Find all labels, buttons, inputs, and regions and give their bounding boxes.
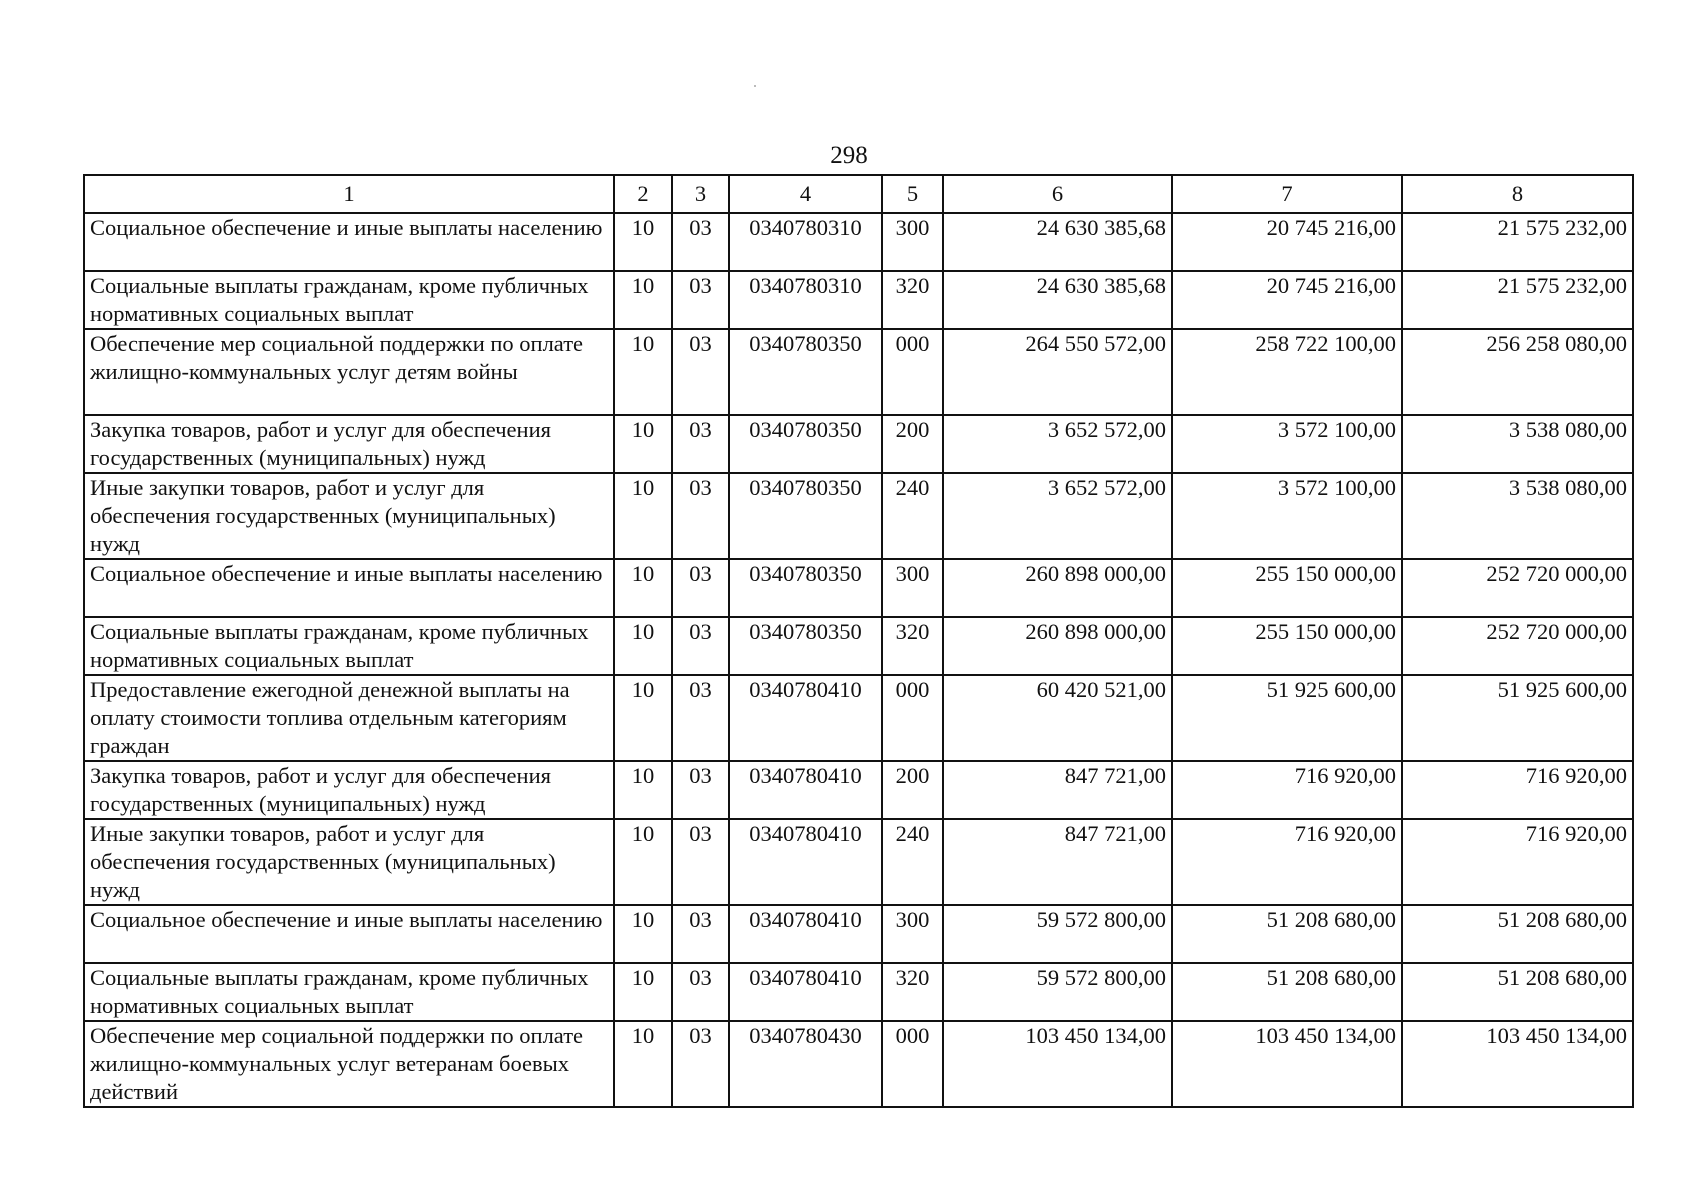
amount-col7: 258 722 100,00 [1172,329,1402,415]
header-row [84,175,1633,213]
row-name: Обеспечение мер социальной поддержки по оплате жилищно-коммунальных услуг детям войны [84,329,614,415]
section-code: 10 [614,1021,672,1107]
budget-table [83,174,1634,1108]
amount-col7: 716 920,00 [1172,761,1402,819]
target-article-code: 0340780410 [729,819,882,905]
subsection-code: 03 [672,675,729,761]
table-row [84,473,1633,559]
column-header: 8 [1402,175,1633,213]
expense-type-code: 300 [882,559,943,617]
row-name: Социальные выплаты гражданам, кроме публичных нормативных социальных выплат [84,617,614,675]
expense-type-code: 300 [882,213,943,271]
amount-col7: 255 150 000,00 [1172,559,1402,617]
amount-col6: 260 898 000,00 [943,559,1172,617]
amount-col6: 3 652 572,00 [943,473,1172,559]
section-code: 10 [614,963,672,1021]
section-code: 10 [614,415,672,473]
page-number: 298 [830,142,868,169]
table-row [84,213,1633,271]
section-code: 10 [614,819,672,905]
expense-type-code: 320 [882,963,943,1021]
amount-col6: 59 572 800,00 [943,905,1172,963]
amount-col8: 252 720 000,00 [1402,617,1633,675]
subsection-code: 03 [672,1021,729,1107]
target-article-code: 0340780310 [729,271,882,329]
subsection-code: 03 [672,819,729,905]
table-row [84,963,1633,1021]
column-header: 2 [614,175,672,213]
table-row [84,819,1633,905]
row-name: Обеспечение мер социальной поддержки по оплате жилищно-коммунальных услуг ветеранам боевых действий [84,1021,614,1107]
section-code: 10 [614,559,672,617]
amount-col6: 260 898 000,00 [943,617,1172,675]
row-name: Социальное обеспечение и иные выплаты населению [84,559,614,617]
amount-col6: 24 630 385,68 [943,271,1172,329]
target-article-code: 0340780350 [729,329,882,415]
table-row [84,617,1633,675]
amount-col7: 103 450 134,00 [1172,1021,1402,1107]
target-article-code: 0340780350 [729,617,882,675]
expense-type-code: 200 [882,415,943,473]
section-code: 10 [614,761,672,819]
amount-col6: 59 572 800,00 [943,963,1172,1021]
subsection-code: 03 [672,963,729,1021]
section-code: 10 [614,905,672,963]
amount-col8: 51 925 600,00 [1402,675,1633,761]
table-row [84,329,1633,415]
amount-col8: 252 720 000,00 [1402,559,1633,617]
subsection-code: 03 [672,761,729,819]
expense-type-code: 200 [882,761,943,819]
column-header: 1 [84,175,614,213]
target-article-code: 0340780310 [729,213,882,271]
amount-col8: 3 538 080,00 [1402,473,1633,559]
row-name: Иные закупки товаров, работ и услуг для обеспечения государственных (муниципальных) нужд [84,819,614,905]
amount-col8: 21 575 232,00 [1402,213,1633,271]
column-header: 7 [1172,175,1402,213]
section-code: 10 [614,213,672,271]
table-row [84,761,1633,819]
subsection-code: 03 [672,213,729,271]
target-article-code: 0340780350 [729,559,882,617]
amount-col6: 264 550 572,00 [943,329,1172,415]
amount-col7: 20 745 216,00 [1172,271,1402,329]
row-name: Социальное обеспечение и иные выплаты населению [84,213,614,271]
subsection-code: 03 [672,271,729,329]
expense-type-code: 000 [882,1021,943,1107]
row-name: Закупка товаров, работ и услуг для обеспечения государственных (муниципальных) нужд [84,415,614,473]
table-row [84,905,1633,963]
target-article-code: 0340780410 [729,905,882,963]
subsection-code: 03 [672,415,729,473]
column-header: 5 [882,175,943,213]
amount-col8: 51 208 680,00 [1402,963,1633,1021]
target-article-code: 0340780350 [729,473,882,559]
column-header: 6 [943,175,1172,213]
amount-col7: 51 208 680,00 [1172,963,1402,1021]
amount-col8: 21 575 232,00 [1402,271,1633,329]
amount-col7: 51 925 600,00 [1172,675,1402,761]
amount-col6: 847 721,00 [943,761,1172,819]
amount-col7: 3 572 100,00 [1172,473,1402,559]
amount-col7: 51 208 680,00 [1172,905,1402,963]
row-name: Иные закупки товаров, работ и услуг для обеспечения государственных (муниципальных) нужд [84,473,614,559]
expense-type-code: 320 [882,271,943,329]
section-code: 10 [614,271,672,329]
section-code: 10 [614,473,672,559]
table-row [84,559,1633,617]
amount-col6: 3 652 572,00 [943,415,1172,473]
expense-type-code: 000 [882,675,943,761]
row-name: Предоставление ежегодной денежной выплаты на оплату стоимости топлива отдельным категориям граждан [84,675,614,761]
target-article-code: 0340780410 [729,761,882,819]
amount-col7: 716 920,00 [1172,819,1402,905]
subsection-code: 03 [672,329,729,415]
amount-col8: 256 258 080,00 [1402,329,1633,415]
row-name: Социальные выплаты гражданам, кроме публичных нормативных социальных выплат [84,271,614,329]
target-article-code: 0340780410 [729,675,882,761]
amount-col8: 103 450 134,00 [1402,1021,1633,1107]
row-name: Социальные выплаты гражданам, кроме публичных нормативных социальных выплат [84,963,614,1021]
section-code: 10 [614,675,672,761]
amount-col8: 51 208 680,00 [1402,905,1633,963]
amount-col7: 255 150 000,00 [1172,617,1402,675]
table-row [84,675,1633,761]
section-code: 10 [614,617,672,675]
amount-col6: 60 420 521,00 [943,675,1172,761]
amount-col6: 24 630 385,68 [943,213,1172,271]
table-row [84,271,1633,329]
target-article-code: 0340780410 [729,963,882,1021]
table-row [84,415,1633,473]
amount-col8: 716 920,00 [1402,819,1633,905]
amount-col8: 716 920,00 [1402,761,1633,819]
subsection-code: 03 [672,473,729,559]
expense-type-code: 240 [882,819,943,905]
amount-col8: 3 538 080,00 [1402,415,1633,473]
amount-col6: 103 450 134,00 [943,1021,1172,1107]
target-article-code: 0340780430 [729,1021,882,1107]
subsection-code: 03 [672,559,729,617]
expense-type-code: 000 [882,329,943,415]
column-header: 3 [672,175,729,213]
amount-col6: 847 721,00 [943,819,1172,905]
row-name: Закупка товаров, работ и услуг для обеспечения государственных (муниципальных) нужд [84,761,614,819]
subsection-code: 03 [672,905,729,963]
scan-speck [754,85,756,87]
amount-col7: 20 745 216,00 [1172,213,1402,271]
subsection-code: 03 [672,617,729,675]
section-code: 10 [614,329,672,415]
expense-type-code: 300 [882,905,943,963]
row-name: Социальное обеспечение и иные выплаты населению [84,905,614,963]
expense-type-code: 240 [882,473,943,559]
amount-col7: 3 572 100,00 [1172,415,1402,473]
table-row [84,1021,1633,1107]
target-article-code: 0340780350 [729,415,882,473]
column-header: 4 [729,175,882,213]
expense-type-code: 320 [882,617,943,675]
